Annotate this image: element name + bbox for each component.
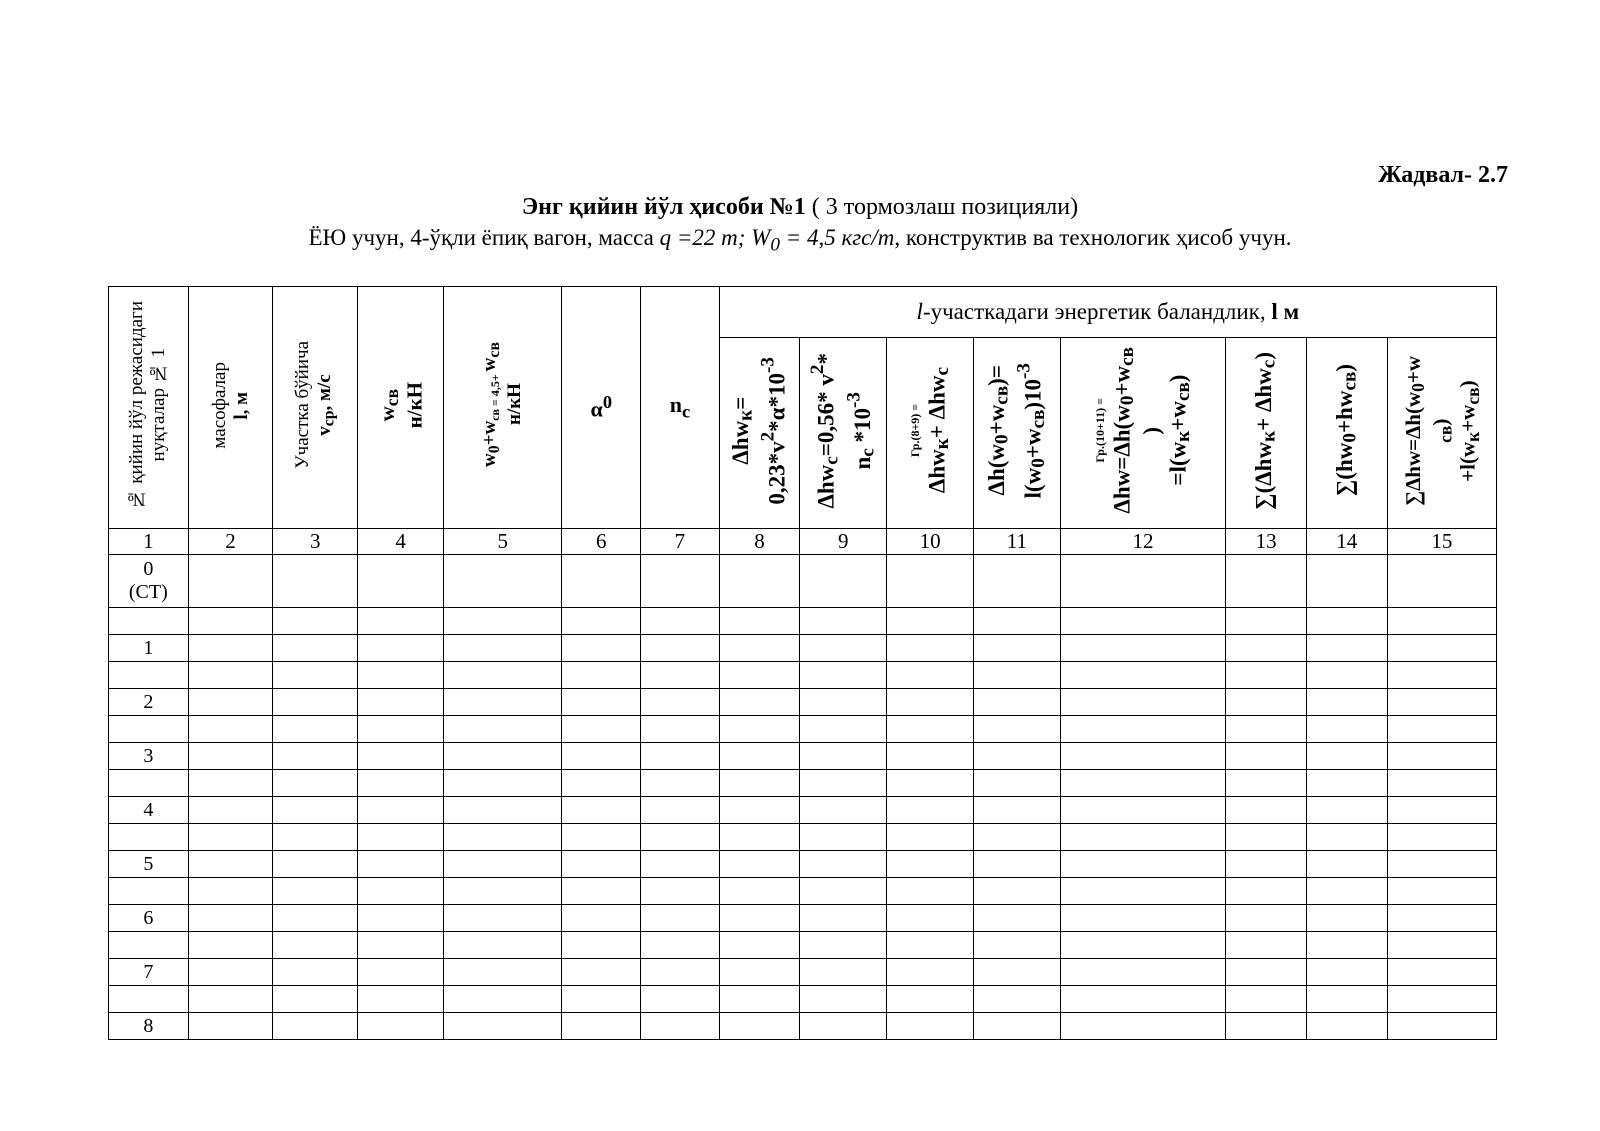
point-label: 3	[109, 743, 189, 770]
table-row	[109, 824, 1497, 851]
column-number: 7	[641, 529, 720, 555]
header-nc: $n_c$	[641, 287, 720, 529]
table-row	[109, 986, 1497, 1013]
header-sum-dhwk-dhwc: ∑(Δhw$_к$+ Δhw$_c$)	[1226, 338, 1307, 529]
header-group-10-11: Гр.(10+11) = $\Delta hw=\Delta h(w_0+w_{св}$ ) $=l(w_к+w_{св})$	[1060, 338, 1225, 529]
subtitle-part-d: , конструктив ва технологик ҳисоб учун.	[894, 225, 1292, 250]
table-row	[109, 1013, 1497, 1040]
point-label: 2	[109, 689, 189, 716]
table-row	[109, 878, 1497, 905]
point-label: 5	[109, 851, 189, 878]
column-number: 5	[443, 529, 561, 555]
header-point-number: № қийин йўл режасидаги нуқталар № 1	[109, 287, 189, 529]
column-number: 11	[974, 529, 1061, 555]
header-dh-w0-wsv: $\Delta h(w_0+w_{св})=$ $l(w_0+w_{св})10^{-3}$	[974, 338, 1061, 529]
header-sum-hw0-hwsv: $\sum(hw_0+hw_{св})$	[1306, 338, 1387, 529]
column-number-row	[109, 529, 1497, 555]
header-alpha: $\alpha^0$	[562, 287, 641, 529]
title-rest-part: ( 3 тормозлаш позицияли)	[805, 194, 1079, 220]
table-row	[109, 770, 1497, 797]
column-number: 13	[1226, 529, 1307, 555]
point-label: 1	[109, 635, 189, 662]
column-number: 10	[887, 529, 974, 555]
table-row	[109, 689, 1497, 716]
header-section-speed: Участка бўйича $v_{ср}$, м/с	[273, 287, 358, 529]
title-bold-part: Энг қийин йўл ҳисоби №1	[521, 194, 806, 220]
column-number: 6	[562, 529, 641, 555]
column-number: 4	[358, 529, 444, 555]
header-energy-height-group: l-участкадаги энергетик баландлик, l м	[719, 287, 1496, 338]
column-number: 2	[188, 529, 273, 555]
column-number: 9	[800, 529, 887, 555]
table-row	[109, 716, 1497, 743]
header-dhwc: Δhw$_c$=0,56* $v^2*$ $n_c$ $*10^{-3}$	[800, 338, 887, 529]
table-row	[109, 851, 1497, 878]
calculation-table	[108, 286, 1497, 1040]
table-row	[109, 959, 1497, 986]
header-group-8-9: Гр.(8+9) = Δhw$_к$+ Δhw$_c$	[887, 338, 974, 529]
document-title	[0, 194, 1600, 221]
column-number: 3	[273, 529, 358, 555]
column-number: 1	[109, 529, 189, 555]
point-label-station: 0 (СТ)	[109, 555, 189, 608]
table-row	[109, 662, 1497, 689]
column-number: 14	[1306, 529, 1387, 555]
document-subtitle	[0, 225, 1600, 257]
header-dhwk: Δhw$_к$= $0,23*v^2*\alpha*10^{-3}$	[719, 338, 800, 529]
table-row	[109, 743, 1497, 770]
subtitle-part-b: q =22 т; $W_0 = 4,5$ кгс/т	[659, 225, 895, 256]
column-number: 15	[1387, 529, 1496, 555]
column-number: 8	[719, 529, 800, 555]
point-label: 4	[109, 797, 189, 824]
table-row	[109, 555, 1497, 608]
table-number-label: Жадвал- 2.7	[1378, 162, 1508, 188]
header-wsv: $w_{св}$ н/кН	[358, 287, 444, 529]
table-row	[109, 905, 1497, 932]
subtitle-part-a: ЁЮ учун, 4-ўқли ёпиқ вагон, масса	[308, 225, 660, 250]
point-label: 8	[109, 1013, 189, 1040]
table-row	[109, 635, 1497, 662]
point-label: 6	[109, 905, 189, 932]
header-w0-plus-wsv: $w_0+w_{св = 4,5+}$ $w_{св}$ н/кН	[443, 287, 561, 529]
header-sum-dhw-total: $\sum\Delta hw=\Delta h(w_0+w$ $_{св}$) $+l(w_к+w_{св})$	[1387, 338, 1496, 529]
table-row	[109, 608, 1497, 635]
header-distance: масофалар l, м	[188, 287, 273, 529]
table-row	[109, 932, 1497, 959]
point-label: 7	[109, 959, 189, 986]
table-row	[109, 797, 1497, 824]
column-number: 12	[1060, 529, 1225, 555]
